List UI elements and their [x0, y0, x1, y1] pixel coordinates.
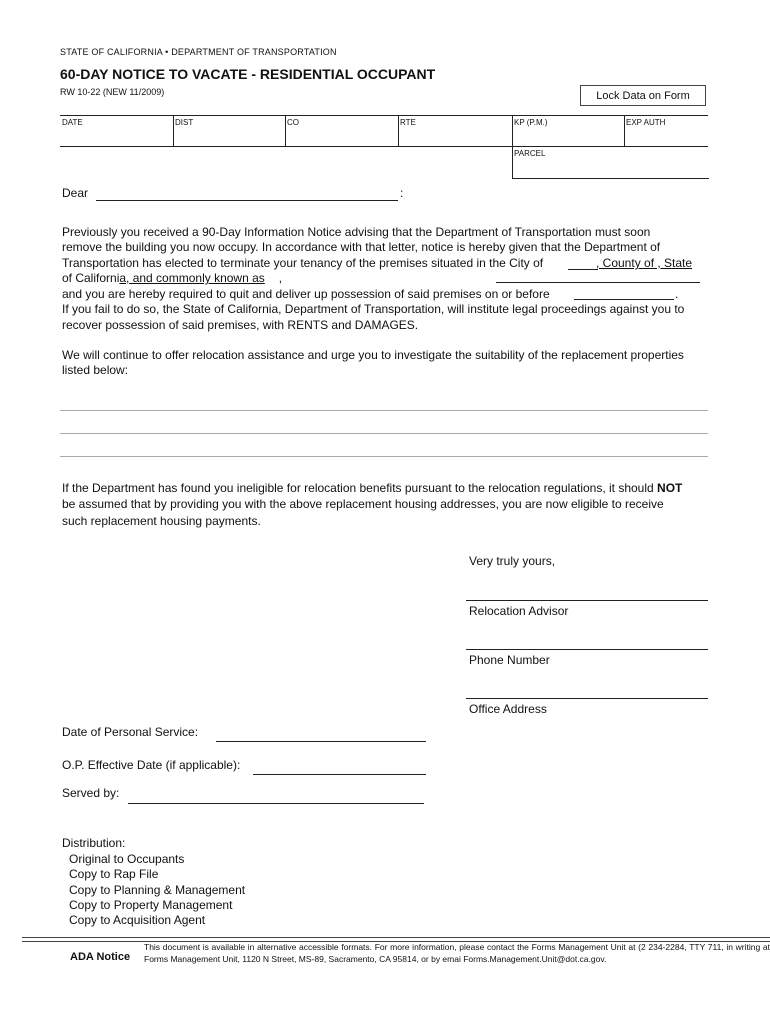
ada-rule — [22, 937, 770, 938]
replacement-property-line[interactable] — [60, 456, 708, 457]
grid-divider — [285, 115, 286, 146]
advisor-label: Relocation Advisor — [469, 604, 569, 618]
kp-field-label: KP (P.M.) — [514, 118, 548, 127]
office-address-input[interactable] — [466, 698, 708, 699]
field-grid-top-rule — [60, 115, 708, 116]
paragraph-line: and you are hereby required to quit and deliver up possession of said premises on or before — [62, 287, 550, 301]
distribution-item: Copy to Rap File — [69, 867, 159, 881]
paragraph-line: recover possession of said premises, with RENTS and DAMAGES. — [62, 318, 419, 332]
rte-field-label: RTE — [400, 118, 416, 127]
closing: Very truly yours, — [469, 554, 556, 568]
lock-data-button[interactable]: Lock Data on Form — [580, 85, 706, 106]
distribution-title: Distribution: — [62, 836, 126, 850]
paragraph-line: listed below: — [62, 363, 129, 377]
distribution-item: Copy to Planning & Management — [69, 883, 246, 897]
paragraph-line: Previously you received a 90-Day Information Notice advising that the Department of Transportation must soon — [62, 225, 651, 239]
advisor-signature-input[interactable] — [466, 600, 708, 601]
op-effective-date-label: O.P. Effective Date (if applicable): — [62, 758, 241, 772]
city-input[interactable] — [568, 269, 598, 270]
distribution-item: Original to Occupants — [69, 852, 185, 866]
salutation-colon: : — [400, 186, 404, 200]
form-number: RW 10-22 (NEW 11/2009) — [60, 87, 165, 97]
served-by-label: Served by: — [62, 786, 120, 800]
paragraph-fragment: , — [278, 271, 283, 285]
exp-auth-field-label: EXP AUTH — [626, 118, 666, 127]
grid-divider — [624, 115, 625, 146]
salutation: Dear — [62, 186, 89, 200]
paragraph-line: remove the building you now occupy. In accordance with that letter, notice is hereby given that the Department of — [62, 240, 661, 254]
property-address-input[interactable] — [496, 282, 700, 283]
ada-notice-label: ADA Notice — [70, 951, 131, 963]
agency-name: STATE OF CALIFORNIA • DEPARTMENT OF TRANSPORTATION — [60, 47, 337, 57]
paragraph-fragment: a, and commonly known as — [119, 271, 265, 285]
office-address-label: Office Address — [469, 702, 547, 716]
grid-divider — [398, 115, 399, 146]
paragraph-line: be assumed that by providing you with the above replacement housing addresses, you are now eligible to receive — [62, 497, 664, 511]
service-date-label: Date of Personal Service: — [62, 725, 199, 739]
replacement-property-line[interactable] — [60, 410, 708, 411]
vacate-date-input[interactable] — [574, 299, 674, 300]
paragraph-line: We will continue to offer relocation assistance and urge you to investigate the suitability of the replacement properties — [62, 348, 684, 362]
grid-divider — [512, 115, 513, 146]
service-date-input[interactable] — [216, 741, 426, 742]
grid-divider — [173, 115, 174, 146]
distribution-item: Copy to Property Management — [69, 898, 233, 912]
date-field-label: DATE — [62, 118, 83, 127]
county-state-text: , County of , State — [596, 256, 693, 270]
paragraph-line-end: . — [675, 287, 679, 301]
co-field-label: CO — [287, 118, 299, 127]
dist-field-label: DIST — [175, 118, 194, 127]
page-title: 60-DAY NOTICE TO VACATE - RESIDENTIAL OCCUPANT — [60, 66, 436, 82]
paragraph-fragment: of Californi — [62, 271, 120, 285]
distribution-item: Copy to Acquisition Agent — [69, 913, 206, 927]
paragraph-line: such replacement housing payments. — [62, 514, 261, 528]
paragraph-line: Transportation has elected to terminate your tenancy of the premises situated in the City of — [62, 256, 544, 270]
ada-notice-text: This document is available in alternative accessible formats. For more information, please contact the Forms Management Unit at (2 234-2284, TTY 711, in writing at Forms Management Unit, 1120 N Street, MS-89, Sacramento, CA 95814, or by emai Forms.Management.Unit@dot.ca.gov. — [144, 942, 770, 964]
paragraph-line — [62, 481, 682, 497]
addressee-input[interactable] — [96, 200, 398, 201]
parcel-field-label: PARCEL — [514, 149, 546, 158]
op-effective-date-input[interactable] — [253, 774, 426, 775]
paragraph-fragment: If the Department has found you ineligible for relocation benefits pursuant to the relocation regulations, it should — [62, 481, 654, 495]
replacement-property-line[interactable] — [60, 433, 708, 434]
served-by-input[interactable] — [128, 803, 424, 804]
emphasis-not: NOT — [657, 481, 683, 495]
paragraph-line — [62, 271, 282, 287]
paragraph-line: If you fail to do so, the State of California, Department of Transportation, will institute legal proceedings against you to — [62, 302, 685, 316]
phone-number-input[interactable] — [466, 649, 708, 650]
phone-label: Phone Number — [469, 653, 550, 667]
